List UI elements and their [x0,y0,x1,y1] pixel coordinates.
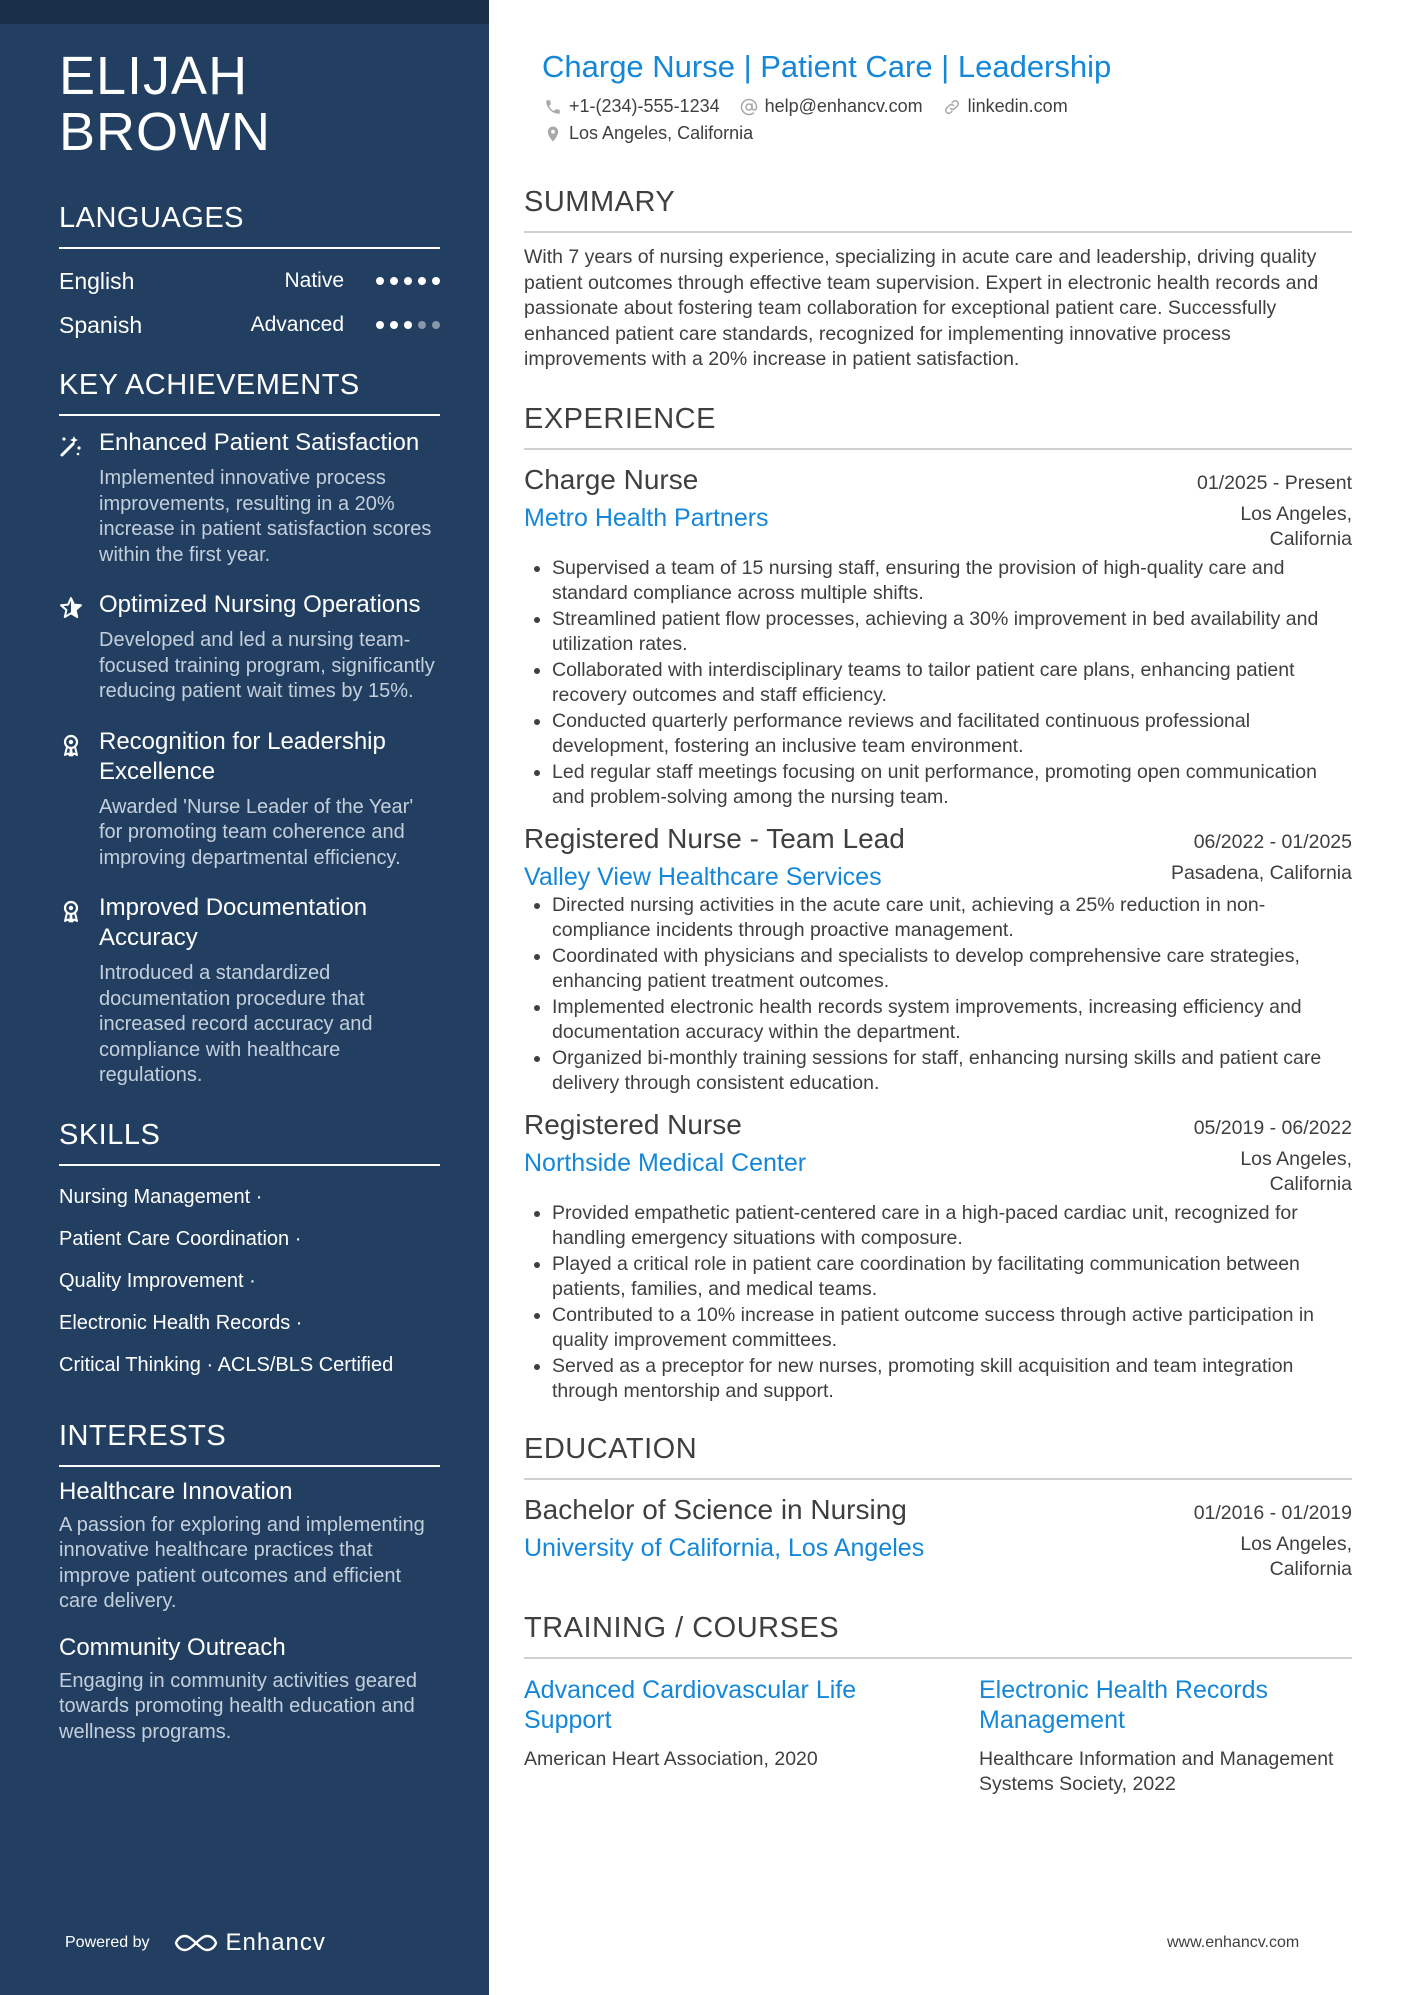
achievement-description: Introduced a standardized documentation procedure that increased record accuracy and compliance with healthcare regulations. [99,962,373,1086]
interest-description: Engaging in community activities geared towards promoting health education and wellness programs. [59,1669,417,1743]
summary-text: With 7 years of nursing experience, specializing in acute care and leadership, driving quality patient outcomes through effective team supervision. Expert in electronic health records and passionate about fostering team collaboration for exceptional patient care. Successfully enhanced patient care standards, recognized for implementing innovative process improvements with a 20% increase in patient satisfaction. [524,246,1319,370]
language-level: Native [284,269,344,292]
magic-wand-icon [59,428,99,568]
job-title: Registered Nurse - Team Lead [524,822,905,854]
achievements-section [59,369,440,1089]
job-bullets [524,1201,1352,1405]
job-bullet: • Served as a preceptor for new nurses, promoting skill acquisition and team integration through mentorship and support. [552,1354,1352,1405]
skill-line: Quality Improvement · [59,1269,256,1292]
job-title: Registered Nurse [524,1108,742,1140]
powered-by-label: Powered by [65,1934,150,1951]
name-first: ELIJAH [59,46,249,106]
infinity-logo-icon [174,1932,218,1954]
achievement-item [59,893,440,1089]
achievement-description: Awarded 'Nurse Leader of the Year' for promoting team coherence and improving departmental efficiency. [99,795,414,869]
powered-by-footer [65,1929,326,1957]
candidate-name [59,48,440,160]
job-bullet: • Collaborated with interdisciplinary teams to tailor patient care plans, enhancing patient recovery outcomes and staff efficiency. [552,658,1352,709]
course-provider: American Heart Association, 2020 [524,1747,818,1770]
interest-description: A passion for exploring and implementing innovative healthcare practices that improve patient outcomes and efficient care delivery. [59,1513,425,1612]
main-content [524,48,1352,1798]
language-proficiency-dots [376,277,440,285]
contact-row [524,96,1352,117]
job-bullets [524,893,1352,1097]
proficiency-dot [418,277,426,285]
linkedin-text: linkedin.com [967,96,1068,116]
achievement-item [59,727,440,872]
phone-text: +1-(234)-555-1234 [569,96,720,116]
job-company: Metro Health Partners [524,503,769,532]
language-level: Advanced [250,313,344,336]
summary-section [524,186,1352,373]
job-bullet: • Led regular staff meetings focusing on unit performance, promoting open communication and problem-solving among the nursing team. [552,760,1352,811]
job-date: 06/2022 - 01/2025 [1193,830,1352,853]
award-ribbon-icon [59,893,99,1089]
sidebar-top-band [0,0,489,24]
language-proficiency-dots [376,321,440,329]
experience-section [524,403,1352,1405]
summary-heading: SUMMARY [524,186,1352,233]
course-provider: Healthcare Information and Management Systems Society, 2022 [979,1747,1334,1795]
experience-heading: EXPERIENCE [524,403,1352,450]
job-company: Valley View Healthcare Services [524,862,882,891]
education-location-line: Los Angeles, [1240,1532,1352,1555]
brand-name: Enhancv [225,1929,326,1956]
course-item [979,1675,1352,1798]
job-bullet: • Streamlined patient flow processes, achieving a 30% improvement in bed availability and utilization rates. [552,607,1352,658]
achievement-description: Implemented innovative process improvements, resulting in a 20% increase in patient satisfaction scores within the first year. [99,467,432,566]
job-title: Charge Nurse [524,463,699,495]
contact-linkedin[interactable] [943,96,1068,117]
achievement-item [59,428,440,568]
location-pin-icon [544,125,562,143]
job-bullet: • Coordinated with physicians and specialists to develop comprehensive care strategies, enhancing patient treatment outcomes. [552,944,1352,995]
job-entry [524,462,1352,811]
proficiency-dot [404,321,412,329]
name-last: BROWN [59,102,271,162]
job-location-line: California [1269,527,1352,550]
language-row-english [59,259,440,303]
skill-line: Patient Care Coordination · [59,1227,302,1250]
job-company: Northside Medical Center [524,1148,807,1177]
skills-section [59,1119,440,1386]
job-date: 05/2019 - 06/2022 [1193,1116,1352,1139]
achievement-title: Recognition for Leadership Excellence [99,727,386,785]
achievement-title: Optimized Nursing Operations [99,591,421,618]
sidebar-content [59,48,440,1745]
language-name: Spanish [59,311,143,338]
email-text: help@enhancv.com [764,96,923,116]
job-location: Pasadena, California [1170,861,1352,884]
proficiency-dot [390,277,398,285]
job-bullet: • Supervised a team of 15 nursing staff, ensuring the provision of high-quality care and standard compliance across multiple shifts. [552,556,1352,607]
education-entry [524,1492,1352,1582]
award-ribbon-icon [59,727,99,872]
proficiency-dot [404,277,412,285]
proficiency-dot-empty [418,321,426,329]
course-item [524,1675,897,1798]
job-location-line: California [1269,1172,1352,1195]
job-bullet: • Contributed to a 10% increase in patient outcome success through active participation in quality improvement committees. [552,1303,1352,1354]
skill-line: Critical Thinking · ACLS/BLS Certified [59,1353,394,1376]
job-location [1240,502,1352,552]
star-icon [59,590,99,705]
achievement-description: Developed and led a nursing team-focused training program, significantly reducing patient wait times by 15%. [99,629,435,702]
proficiency-dot [376,277,384,285]
job-location [1240,1147,1352,1197]
website-footer[interactable]: www.enhancv.com [1167,1934,1300,1951]
proficiency-dot [432,277,440,285]
skill-line: Electronic Health Records · [59,1311,303,1334]
proficiency-dot-empty [432,321,440,329]
job-bullet: • Implemented electronic health records system improvements, increasing efficiency and documentation accuracy within the department. [552,995,1352,1046]
job-bullets [524,556,1352,811]
interests-section [59,1420,440,1746]
job-bullet: • Played a critical role in patient care coordination by facilitating communication between patients, families, and medical teams. [552,1252,1352,1303]
training-heading: TRAINING / COURSES [524,1612,1352,1659]
course-title: Advanced Cardiovascular Life Support [524,1675,857,1734]
job-entry [524,821,1352,1097]
languages-section [59,202,440,347]
interests-heading: INTERESTS [59,1420,440,1467]
enhancv-logo[interactable] [174,1929,326,1957]
education-date: 01/2016 - 01/2019 [1193,1501,1352,1524]
headline: Charge Nurse | Patient Care | Leadership [542,49,1112,84]
course-title: Electronic Health Records Management [979,1675,1269,1734]
education-section [524,1433,1352,1582]
job-bullet: • Conducted quarterly performance reviews and facilitated continuous professional development, fostering an inclusive team environment. [552,709,1352,760]
achievement-title: Enhanced Patient Satisfaction [99,429,420,456]
at-icon [740,98,758,116]
training-section [524,1612,1352,1798]
job-bullet: • Organized bi-monthly training sessions for staff, enhancing nursing skills and patient care delivery through consistent education. [552,1046,1352,1097]
interest-title: Healthcare Innovation [59,1477,293,1505]
contact-phone[interactable] [544,96,720,117]
job-location-line: Los Angeles, [1240,502,1352,525]
language-name: English [59,267,135,294]
proficiency-dot [390,321,398,329]
job-location-line: Los Angeles, [1240,1147,1352,1170]
contact-row [524,123,1352,144]
skill-line: Nursing Management · [59,1185,263,1208]
interest-title: Community Outreach [59,1633,286,1661]
job-bullet: • Provided empathetic patient-centered care in a high-paced cardiac unit, recognized for handling emergency situations with composure. [552,1201,1352,1252]
skills-heading: SKILLS [59,1119,440,1166]
link-icon [943,98,961,116]
location-text: Los Angeles, California [569,123,754,143]
school-name: University of California, Los Angeles [524,1533,925,1562]
language-row-spanish [59,303,440,347]
course-list [524,1675,1352,1798]
job-date: 01/2025 - Present [1196,471,1352,494]
education-location-line: California [1269,1557,1352,1580]
job-entry [524,1107,1352,1405]
achievements-heading: KEY ACHIEVEMENTS [59,369,440,416]
achievement-title: Improved Documentation Accuracy [99,894,368,951]
languages-heading: LANGUAGES [59,202,440,249]
achievement-item [59,590,440,705]
job-bullet: • Directed nursing activities in the acute care unit, achieving a 25% reduction in non-compliance incidents through proactive management. [552,893,1352,944]
sidebar [0,0,489,1995]
contact-location [544,123,753,144]
education-location [1240,1532,1352,1582]
phone-icon [544,98,562,116]
degree-title: Bachelor of Science in Nursing [524,1493,907,1525]
education-heading: EDUCATION [524,1433,1352,1480]
proficiency-dot [376,321,384,329]
contact-email[interactable] [740,96,923,117]
